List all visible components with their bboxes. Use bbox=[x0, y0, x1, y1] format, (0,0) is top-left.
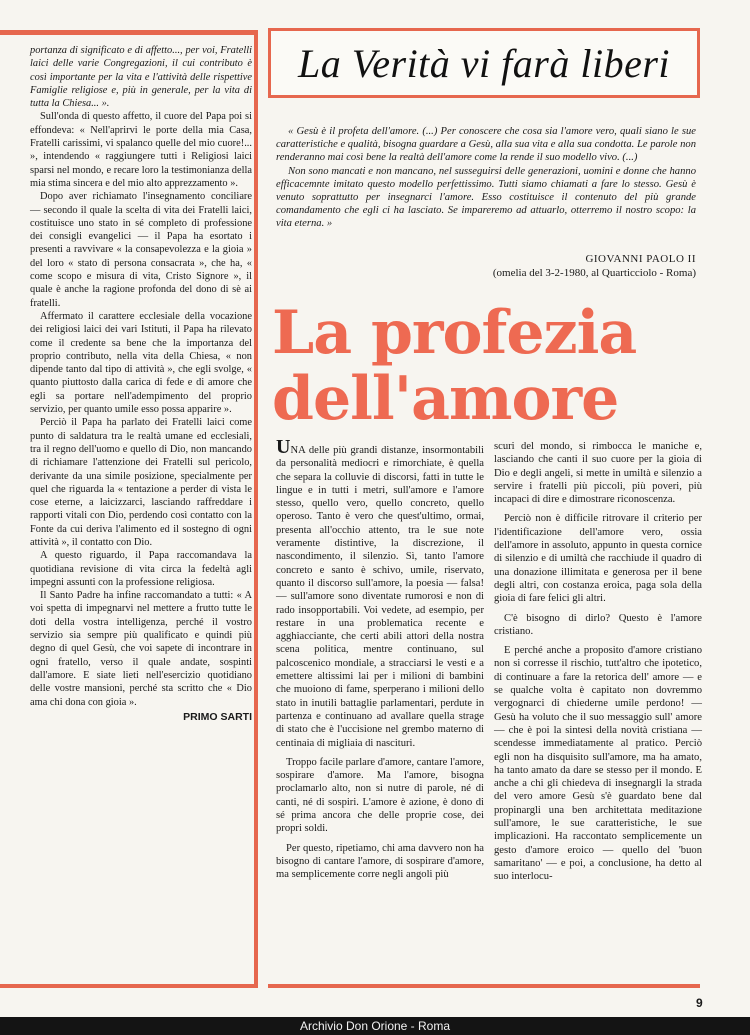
left-paragraph: Affermato il carattere ecclesiale della vocazione dei religiosi laici dei vari Istituti, il Papa ha rilevato come il credente sa bene che la importanza del proprio contributo, nella vita della Chiesa, « non dipende tanto dal tipo di attività », che egli svolge, « quanto piuttosto dalla carica di fede e di amore che egli sa portare nell'adempimento del proprio servizio, per quanto umile esso possa apparire ». bbox=[30, 310, 252, 416]
right-bottom-rule bbox=[268, 984, 700, 988]
article-paragraph: Perciò non è difficile ritrovare il criterio per l'identificazione dell'amore vero, ossia dell'amore in assoluto, appunto in questa cornice di silenzio e di umiltà che racchiude il quadro di una donazione illimitata e generosa per il bene degli altri, con costanza eroica, paga sola della gioia di fare felici gli altri. bbox=[494, 513, 702, 605]
left-paragraph: A questo riguardo, il Papa raccomandava la quotidiana revisione di vita circa la fedeltà agli impegni assunti con la professione religiosa. bbox=[30, 550, 252, 588]
left-bottom-rule bbox=[0, 984, 258, 988]
quote-author: GIOVANNI PAOLO II bbox=[585, 253, 696, 265]
left-top-rule bbox=[0, 30, 258, 35]
article-paragraph: scuri del mondo, si rimbocca le maniche e, lasciando che canti il suo cuore per la gioia di Dio e degli angeli, si mette in umiltà e silenzio a servire i fratelli più piccoli, più poveri, più incapaci di dire e dimostrare riconoscenza. bbox=[494, 441, 702, 506]
left-vertical-rule bbox=[254, 30, 258, 988]
quote-paragraph: « Gesù è il profeta dell'amore. (...) Per conoscere che cosa sia l'amore vero, quali siano le sue caratteristiche e qualità, bisogna guardare a Gesù, alla sua vita e alla sua condotta. Le parole non renderanno mai così bene la realtà dell'amore come la rende il suo modello vivo. (...) bbox=[276, 126, 696, 164]
article-paragraph: Troppo facile parlare d'amore, cantare l'amore, sospirare d'amore. Ma l'amore, bisogna proclamarlo alto, non si nutre di parole, né di canti, né di sospiri. L'amore è azione, è dono di sé prima ancora che delle proprie cose, dei propri soldi. bbox=[276, 756, 484, 835]
article-column-middle bbox=[276, 436, 484, 888]
article-title-line1: La profezia bbox=[272, 298, 637, 368]
article-paragraph bbox=[276, 436, 484, 750]
section-header-box bbox=[268, 28, 700, 98]
quote-paragraph: Non sono mancati e non mancano, nel susseguirsi delle generazioni, uomini e donne che hanno efficacemnte imitato questo modello perfettissimo. Tutti siamo chiamati a fare lo stesso. Gesù è venuto soprattutto per insegnarci l'amore. Esso costituisce il contenuto del più grande comandamento che egli ci ha lasciato. Se impareremo ad attuarlo, otterremo il nostro scopo: la vita eterna. » bbox=[276, 165, 696, 230]
archive-footer: Archivio Don Orione - Roma bbox=[0, 1017, 750, 1035]
left-paragraph: Sull'onda di questo affetto, il cuore del Papa poi si effondeva: « Nell'aprirvi le porte della mia Casa, Fratelli carissimi, vi spalanco quelle del mio cuore!... », intendendo « raggiungere tutti i Religiosi laici sparsi nel mondo, e recare loro la testimonianza della mia stima sincera e del mio alto apprezzamento ». bbox=[30, 111, 252, 189]
left-paragraph: portanza di significato e di affetto..., per voi, Fratelli laici delle varie Congregazioni, il cui contributo è così importante per la vita e l'attività delle rispettive Famiglie religiose e, più in generale, per la vita di tutta la Chiesa... ». bbox=[30, 45, 252, 110]
article-paragraph: Per questo, ripetiamo, chi ama davvero non ha bisogno di cantare l'amore, di sospirare d'amore, ma semplicemente corre negli angoli più bbox=[276, 842, 484, 881]
left-column bbox=[30, 44, 252, 724]
article-paragraph: C'è bisogno di dirlo? Questo è l'amore cristiano. bbox=[494, 612, 702, 637]
quote-source: (omelia del 3-2-1980, al Quarticciolo - Roma) bbox=[492, 267, 696, 279]
article-title bbox=[272, 300, 702, 432]
author-signoff: PRIMO SARTI bbox=[183, 710, 252, 723]
left-paragraph: Il Santo Padre ha infine raccomandato a tutti: « A voi spetta di impegnarvi nel mettere a frutto tutte le doti della vostra intelligenza, perché il vostro servizio sia sempre più qualificato e quindi più degno di quel Gesù, che voi sapete di incontrare in ogni fratello, verso il quale andate, sospinti dall'amore. E siate lieti nell'esercizio quotidiano delle vostre mansioni, perché sta scritto che « Dio ama chi dona con gioia ». bbox=[30, 590, 252, 708]
left-paragraph: Perciò il Papa ha parlato dei Fratelli laici come punto di saldatura tra le realtà umane ed ecclesiali, tra il regno dell'uomo e quello di Dio, non mancando di richiamare l'attenzione dei Fratelli sul pericolo, derivante da una simile posizione, specialmente per quel che riguarda la « tentazione a perder di vista le cose eterne, a laicizzarci, lasciando raffreddare i rapporti vitali con Dio, perdendo così contatto con la Fonte da cui deriva l'alimento ed il sostegno di ogni attività », il contatto con Dio. bbox=[30, 417, 252, 548]
drop-cap: U bbox=[276, 436, 291, 458]
article-paragraph: E perché anche a proposito d'amore cristiano non si corresse il rischio, tutt'altro che ipotetico, di continuare a fare la retorica dell' amore — e se qualche volta è capitato non dovremmo vergognarci di chiederne umile perdono! — Gesù ha voluto che il suo messaggio sull' amore — che è poi la sintesi della novità cristiana — scendesse immediatamente al pratico. Perciò egli non ha disquisito sull'amore, ma ha amato, ha tanto amato da dare se stesso per il mondo. E anche a chi gli chiedeva di insegnargli la strada del vero amore Gesù s'è guardato bene dal propinargli una ben architettata meditazione sull'amore, le sue caratteristiche, le sue implicazioni. Ha raccontato semplicemente un gesto d'amore eroico — quello del 'buon samaritano' — e poi, a conclusione, ha detto al suo interlocu- bbox=[494, 645, 702, 883]
article-paragraph-text: NA delle più grandi distanze, insormontabili da personalità mediocri e rimorchiate, è quella che separa la colluvie di discorsi, fatti in tutte le lingue e in tutti i metri, sull'amore e l'amore stesso, quello vero, quello concreto, quello operoso. Tanto è vero che quest'ultimo, ormai, presenta all'occhio attento, tra le sue note veramente distintive, la discrezione, il nascondimento, il silenzio. Sì, tanto l'amore concreto e santo è schivo, umile, riservato, quanto il discorso sull'amore, la poesia — falsa! — sull'amore sono diventate rumorosi e non di rado insopportabili. Voi vedete, ad esempio, per restare in una problematica recente e agghiacciante, che certi abili attori della nostra scena politica, mentre continuano, sul palcoscenico mondiale, a stracciarsi le vesti e a emettere altissimi lai per i milioni di bambini che muoiono di fame, sperperano i milioni dello stato in inutili battaglie parlamentari, perdute in partenza e continuano ad avallare quella strage di stato che è l'uccisione nel grembo materno di centinaia di migliaia di nascituri. bbox=[276, 445, 484, 749]
page-number: 9 bbox=[696, 996, 703, 1010]
left-paragraph: Dopo aver richiamato l'insegnamento conciliare — secondo il quale la scelta di vita dei Fratelli laici, costituisce uno stato in sé completo di professione dei consigli evangelici — il Papa ha esortato i presenti a ravvivare « la consapevolezza e la gioia » del loro « stato di persona consacrata », che ha, « come scopo e misura di vita, Cristo Signore », il quale è anche la ragione profonda del dono di sè ai fratelli. bbox=[30, 191, 252, 309]
papal-quote bbox=[276, 125, 696, 231]
section-title: La Verità vi farà liberi bbox=[298, 40, 670, 86]
article-column-right bbox=[494, 440, 702, 890]
article-title-line2: dell'amore bbox=[272, 364, 619, 434]
